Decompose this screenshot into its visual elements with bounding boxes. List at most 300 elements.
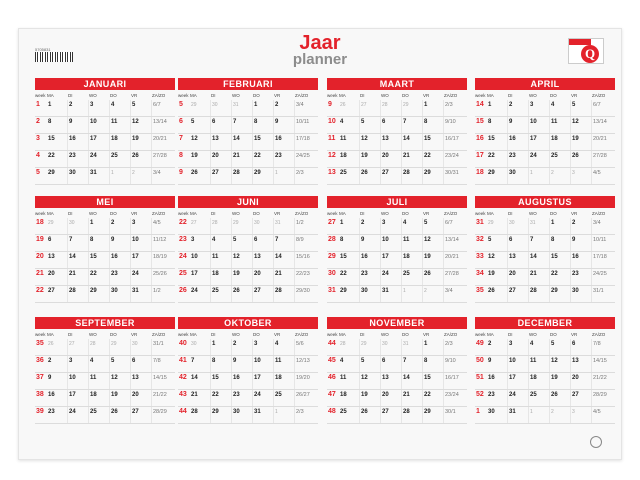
day-cell: 22: [253, 151, 274, 167]
week-number: 5: [36, 169, 40, 176]
day-cell: 21: [529, 269, 550, 285]
week-number: 22: [179, 219, 187, 226]
day-cell: 12: [487, 252, 508, 268]
day-cell: 12: [423, 235, 444, 251]
week-number: 45: [328, 357, 336, 364]
day-header: [327, 210, 467, 218]
day-cell: 10: [131, 235, 152, 251]
day-cell: 29: [423, 407, 444, 423]
day-cell: 3: [190, 235, 211, 251]
day-cell: 2: [232, 339, 253, 355]
day-cell: 18: [89, 390, 110, 406]
weekend-cell: 6/7: [445, 220, 453, 226]
day-label: ZA/ZO: [444, 332, 458, 337]
weekend-cell: 13/14: [593, 119, 607, 125]
day-cell: 29: [89, 286, 110, 302]
day-cell: 25: [274, 390, 295, 406]
day-label: MA: [487, 93, 494, 98]
week-row: [35, 356, 175, 373]
month-augustus: [475, 196, 615, 303]
day-cell: 28: [529, 286, 550, 302]
weekend-cell: 3/4: [153, 170, 161, 176]
day-cell: 3: [89, 100, 110, 116]
week-number: 52: [476, 391, 484, 398]
day-cell: 14: [190, 373, 211, 389]
day-cell: 23: [360, 269, 381, 285]
day-cell: 10: [68, 373, 89, 389]
day-cell: 26: [571, 151, 592, 167]
day-cell: 29: [402, 100, 423, 116]
week-number: 30: [328, 270, 336, 277]
day-cell: 15: [211, 373, 232, 389]
week-row: [327, 235, 467, 252]
day-cell: 3: [508, 339, 529, 355]
day-cell: 18: [550, 134, 571, 150]
day-label: VR: [423, 211, 430, 216]
day-cell: 4: [89, 356, 110, 372]
month-oktober: [178, 317, 318, 424]
weekend-cell: 2/3: [296, 409, 304, 415]
day-cell: 30: [211, 100, 232, 116]
week-number: 2: [36, 118, 40, 125]
week-row: [35, 339, 175, 356]
day-cell: 12: [360, 134, 381, 150]
day-label: WO: [381, 93, 389, 98]
week-label: week: [327, 93, 338, 98]
day-cell: 12: [550, 356, 571, 372]
day-cell: 26: [360, 407, 381, 423]
day-cell: 19: [550, 373, 571, 389]
day-label: WO: [381, 332, 389, 337]
day-cell: 10: [508, 356, 529, 372]
day-cell: 27: [381, 407, 402, 423]
week-number: 29: [328, 253, 336, 260]
weekend-cell: 3/4: [593, 220, 601, 226]
week-label: week: [178, 211, 189, 216]
day-cell: 27: [360, 100, 381, 116]
day-cell: 15: [253, 134, 274, 150]
day-cell: 6: [47, 235, 68, 251]
day-label: MA: [339, 93, 346, 98]
weekend-cell: 19/20: [296, 375, 310, 381]
day-cell: 3: [381, 218, 402, 234]
day-label: DI: [360, 211, 365, 216]
day-cell: 28: [68, 286, 89, 302]
week-number: 36: [36, 357, 44, 364]
day-cell: 26: [110, 407, 131, 423]
weekend-cell: 4/5: [153, 220, 161, 226]
day-cell: 1: [211, 339, 232, 355]
weekend-cell: 11/12: [153, 237, 167, 243]
day-cell: 6: [381, 356, 402, 372]
week-row: [35, 100, 175, 117]
day-cell: 16: [68, 134, 89, 150]
day-cell: 27: [381, 168, 402, 184]
weekend-cell: 28/29: [153, 409, 167, 415]
day-cell: 16: [360, 252, 381, 268]
weekend-cell: 17/18: [593, 254, 607, 260]
week-number: 23: [179, 236, 187, 243]
week-number: 27: [328, 219, 336, 226]
day-cell: 31: [253, 407, 274, 423]
day-cell: 6: [253, 235, 274, 251]
day-header: [35, 92, 175, 100]
day-cell: 30: [571, 286, 592, 302]
month-name: JULI: [327, 196, 467, 208]
day-cell: 27: [131, 407, 152, 423]
day-cell: 26: [47, 339, 68, 355]
day-label: VR: [571, 93, 578, 98]
day-cell: 1: [274, 407, 295, 423]
week-row: [178, 100, 318, 117]
day-cell: 24: [131, 269, 152, 285]
day-cell: 27: [211, 168, 232, 184]
day-cell: 29: [211, 407, 232, 423]
day-label: DO: [110, 332, 117, 337]
week-number: 4: [36, 152, 40, 159]
day-cell: 9: [68, 117, 89, 133]
week-number: 16: [476, 135, 484, 142]
day-cell: 25: [339, 407, 360, 423]
weekend-cell: 20/21: [593, 136, 607, 142]
day-cell: 23: [232, 390, 253, 406]
week-row: [35, 286, 175, 303]
recycle-icon: [590, 436, 602, 448]
day-cell: 16: [274, 134, 295, 150]
day-label: ZA/ZO: [152, 332, 166, 337]
week-label: week: [475, 332, 486, 337]
week-row: [327, 117, 467, 134]
day-cell: 23: [487, 390, 508, 406]
day-cell: 20: [381, 151, 402, 167]
day-cell: 1: [529, 168, 550, 184]
day-cell: 3: [131, 218, 152, 234]
week-number: 39: [36, 408, 44, 415]
day-cell: 30: [487, 407, 508, 423]
week-row: [327, 269, 467, 286]
day-cell: 30: [508, 218, 529, 234]
day-cell: 1: [253, 100, 274, 116]
day-cell: 12: [190, 134, 211, 150]
week-row: [35, 168, 175, 185]
weekend-cell: 27/28: [153, 153, 167, 159]
day-cell: 14: [402, 134, 423, 150]
day-cell: 29: [360, 339, 381, 355]
day-cell: 1: [487, 100, 508, 116]
day-cell: 29: [423, 168, 444, 184]
day-cell: 19: [232, 269, 253, 285]
day-cell: 29: [110, 339, 131, 355]
day-cell: 3: [571, 168, 592, 184]
week-row: [475, 286, 615, 303]
week-number: 1: [36, 101, 40, 108]
day-cell: 28: [381, 100, 402, 116]
month-name: APRIL: [475, 78, 615, 90]
day-cell: 25: [89, 407, 110, 423]
day-cell: 22: [211, 390, 232, 406]
weekend-cell: 17/18: [296, 136, 310, 142]
day-header: [35, 210, 175, 218]
day-cell: 1: [402, 286, 423, 302]
day-cell: 8: [423, 117, 444, 133]
week-number: 38: [36, 391, 44, 398]
day-cell: 1: [274, 168, 295, 184]
day-cell: 30: [190, 339, 211, 355]
day-cell: 19: [360, 390, 381, 406]
day-cell: 2: [423, 286, 444, 302]
week-row: [475, 218, 615, 235]
day-header: [178, 210, 318, 218]
week-row: [327, 218, 467, 235]
day-label: ZA/ZO: [592, 93, 606, 98]
day-cell: 8: [423, 356, 444, 372]
weekend-cell: 28/29: [593, 392, 607, 398]
week-number: 31: [328, 287, 336, 294]
week-row: [327, 356, 467, 373]
weekend-cell: 16/17: [445, 375, 459, 381]
day-cell: 18: [110, 134, 131, 150]
day-cell: 31: [381, 286, 402, 302]
day-cell: 1: [47, 100, 68, 116]
week-number: 25: [179, 270, 187, 277]
day-label: VR: [131, 211, 138, 216]
week-number: 9: [328, 101, 332, 108]
day-cell: 5: [360, 117, 381, 133]
day-cell: 11: [402, 235, 423, 251]
week-row: [35, 117, 175, 134]
day-label: DO: [253, 332, 260, 337]
day-cell: 5: [131, 100, 152, 116]
day-cell: 21: [274, 269, 295, 285]
day-cell: 11: [211, 252, 232, 268]
day-cell: 4: [110, 100, 131, 116]
week-number: 50: [476, 357, 484, 364]
day-cell: 30: [131, 339, 152, 355]
day-cell: 1: [529, 407, 550, 423]
week-row: [475, 235, 615, 252]
day-cell: 12: [571, 117, 592, 133]
day-cell: 21: [68, 269, 89, 285]
day-cell: 20: [381, 390, 402, 406]
day-label: DI: [360, 93, 365, 98]
week-number: 33: [476, 253, 484, 260]
day-cell: 10: [381, 235, 402, 251]
weekend-cell: 27/28: [445, 271, 459, 277]
weekend-cell: 3/4: [296, 102, 304, 108]
day-cell: 24: [529, 151, 550, 167]
day-label: DO: [550, 93, 557, 98]
day-label: DO: [253, 93, 260, 98]
day-cell: 9: [110, 235, 131, 251]
day-label: VR: [131, 332, 138, 337]
day-cell: 23: [110, 269, 131, 285]
week-number: 37: [36, 374, 44, 381]
day-cell: 30: [68, 168, 89, 184]
day-label: WO: [529, 332, 537, 337]
day-cell: 30: [232, 407, 253, 423]
day-label: DO: [110, 93, 117, 98]
day-cell: 29: [253, 168, 274, 184]
weekend-cell: 30/1: [445, 409, 456, 415]
day-cell: 19: [190, 151, 211, 167]
day-label: ZA/ZO: [295, 332, 309, 337]
week-number: 51: [476, 374, 484, 381]
month-juni: [178, 196, 318, 303]
day-label: DI: [68, 332, 73, 337]
day-cell: 26: [487, 286, 508, 302]
day-cell: 5: [360, 356, 381, 372]
day-cell: 9: [274, 117, 295, 133]
day-cell: 5: [550, 339, 571, 355]
day-cell: 21: [232, 151, 253, 167]
day-cell: 14: [529, 252, 550, 268]
week-label: week: [178, 93, 189, 98]
week-number: 12: [328, 152, 336, 159]
week-number: 32: [476, 236, 484, 243]
day-cell: 7: [529, 235, 550, 251]
week-row: [475, 373, 615, 390]
day-cell: 22: [339, 269, 360, 285]
barcode-number: 5705831: [35, 47, 51, 52]
day-cell: 26: [190, 168, 211, 184]
week-row: [178, 407, 318, 424]
day-cell: 30: [381, 339, 402, 355]
week-row: [475, 390, 615, 407]
week-row: [178, 339, 318, 356]
day-cell: 18: [529, 373, 550, 389]
day-cell: 29: [47, 168, 68, 184]
day-cell: 14: [68, 252, 89, 268]
day-cell: 29: [47, 218, 68, 234]
week-row: [178, 356, 318, 373]
weekend-cell: 4/5: [593, 409, 601, 415]
day-label: DI: [508, 211, 513, 216]
day-cell: 6: [211, 117, 232, 133]
week-label: week: [178, 332, 189, 337]
day-cell: 16: [487, 373, 508, 389]
weekend-cell: 13/14: [153, 119, 167, 125]
day-cell: 2: [487, 339, 508, 355]
day-cell: 2: [508, 100, 529, 116]
day-label: DI: [211, 211, 216, 216]
weekend-cell: 13/14: [445, 237, 459, 243]
week-row: [178, 390, 318, 407]
week-number: 13: [328, 169, 336, 176]
day-cell: 14: [232, 134, 253, 150]
day-cell: 29: [550, 286, 571, 302]
weekend-cell: 31/1: [593, 288, 604, 294]
day-cell: 17: [190, 269, 211, 285]
week-row: [475, 168, 615, 185]
week-number: 43: [179, 391, 187, 398]
weekend-cell: 26/27: [296, 392, 310, 398]
day-cell: 13: [381, 373, 402, 389]
day-cell: 18: [339, 151, 360, 167]
weekend-cell: 27/28: [593, 153, 607, 159]
month-september: [35, 317, 175, 424]
week-row: [178, 373, 318, 390]
day-cell: 23: [68, 151, 89, 167]
week-number: 46: [328, 374, 336, 381]
weekend-cell: 12/13: [296, 358, 310, 364]
day-cell: 6: [131, 356, 152, 372]
day-cell: 20: [253, 269, 274, 285]
day-cell: 6: [381, 117, 402, 133]
day-cell: 21: [402, 390, 423, 406]
day-cell: 20: [131, 390, 152, 406]
week-number: 14: [476, 101, 484, 108]
day-header: [35, 331, 175, 339]
weekend-cell: 15/16: [296, 254, 310, 260]
day-label: VR: [131, 93, 138, 98]
weekend-cell: 4/5: [593, 170, 601, 176]
week-label: week: [475, 211, 486, 216]
day-cell: 16: [232, 373, 253, 389]
day-cell: 9: [360, 235, 381, 251]
day-cell: 5: [487, 235, 508, 251]
day-cell: 27: [253, 286, 274, 302]
month-name: MAART: [327, 78, 467, 90]
day-header: [178, 92, 318, 100]
day-label: WO: [232, 332, 240, 337]
week-row: [327, 252, 467, 269]
day-cell: 20: [508, 269, 529, 285]
day-label: DO: [402, 332, 409, 337]
day-label: MA: [339, 332, 346, 337]
day-label: ZA/ZO: [592, 332, 606, 337]
week-row: [35, 252, 175, 269]
week-row: [178, 218, 318, 235]
day-cell: 9: [487, 356, 508, 372]
weekend-cell: 3/4: [445, 288, 453, 294]
month-name: SEPTEMBER: [35, 317, 175, 329]
day-cell: 4: [529, 339, 550, 355]
month-name: AUGUSTUS: [475, 196, 615, 208]
month-name: FEBRUARI: [178, 78, 318, 90]
day-label: ZA/ZO: [444, 93, 458, 98]
day-label: DI: [211, 332, 216, 337]
weekend-cell: 2/3: [445, 102, 453, 108]
day-cell: 3: [68, 356, 89, 372]
day-cell: 25: [211, 286, 232, 302]
day-cell: 13: [131, 373, 152, 389]
logo-q-icon: Q: [581, 45, 599, 63]
day-cell: 31: [529, 218, 550, 234]
week-row: [327, 100, 467, 117]
week-number: 22: [36, 287, 44, 294]
day-cell: 13: [381, 134, 402, 150]
day-label: WO: [529, 93, 537, 98]
day-label: ZA/ZO: [592, 211, 606, 216]
week-label: week: [475, 93, 486, 98]
day-cell: 12: [360, 373, 381, 389]
weekend-cell: 10/11: [593, 237, 607, 243]
day-cell: 2: [68, 100, 89, 116]
day-cell: 8: [339, 235, 360, 251]
day-label: DI: [360, 332, 365, 337]
day-cell: 18: [211, 269, 232, 285]
day-cell: 29: [190, 100, 211, 116]
weekend-cell: 10/11: [296, 119, 310, 125]
day-cell: 30: [110, 286, 131, 302]
month-name: MEI: [35, 196, 175, 208]
day-label: MA: [487, 211, 494, 216]
day-cell: 8: [211, 356, 232, 372]
day-cell: 17: [253, 373, 274, 389]
weekend-cell: 16/17: [445, 136, 459, 142]
page-subtitle: planner: [292, 51, 348, 68]
weekend-cell: 30/31: [445, 170, 459, 176]
